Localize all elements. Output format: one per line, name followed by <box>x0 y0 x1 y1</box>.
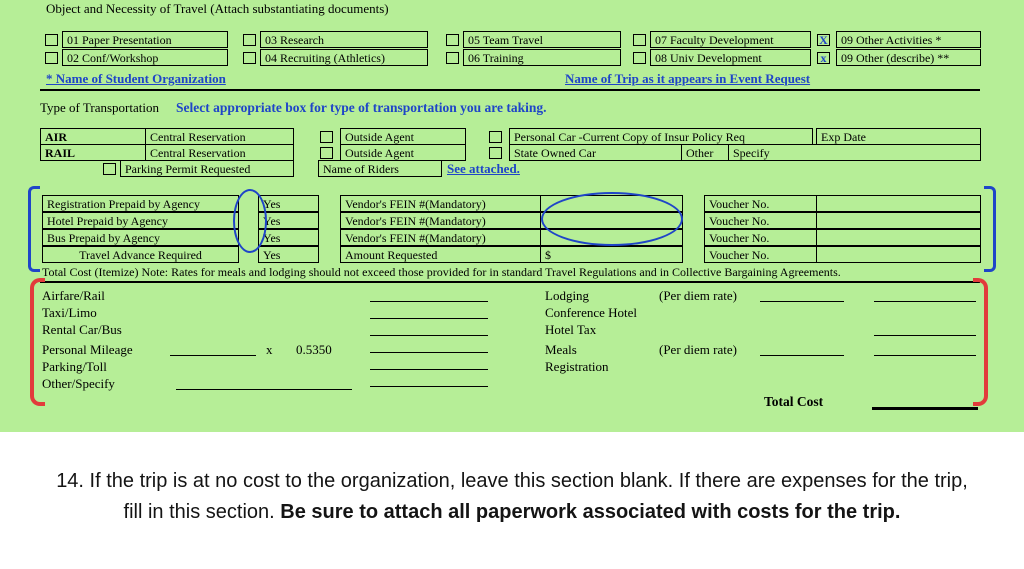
prepaid-yes-registration: Yes <box>258 195 319 212</box>
expense-other-specify: Other/Specify <box>42 376 115 391</box>
cell-personal-car: Personal Car -Current Copy of Insur Policy Req <box>509 128 813 145</box>
prepaid-yes-travel-advance: Yes <box>258 246 319 263</box>
voucher-blank-bus <box>816 229 981 246</box>
total-cost-note: Total Cost (Itemize) Note: Rates for meals and lodging should not exceed those provided for in standard Travel Regulations and in Collective Bargaining Agreements. <box>42 265 841 279</box>
lodging-rate-line <box>760 301 844 302</box>
prepaid-fein-bus: Vendor's FEIN #(Mandatory) <box>340 229 541 246</box>
checkbox-univ-development <box>633 52 646 64</box>
caption-line2 <box>0 497 1024 528</box>
meals-rate-line <box>760 355 844 356</box>
checkbox-team-travel <box>446 34 459 46</box>
lodging-per-diem: (Per diem rate) <box>659 288 737 303</box>
blue-ellipse-fein-blank <box>541 192 683 246</box>
red-bracket-right <box>973 278 988 406</box>
checkbox-faculty-development <box>633 34 646 46</box>
mileage-times: x <box>266 342 273 357</box>
other-specify-blank-line <box>176 389 352 390</box>
cell-rail: RAIL <box>40 144 146 161</box>
voucher-label-hotel: Voucher No. <box>704 212 817 229</box>
cell-specify: Specify <box>728 144 981 161</box>
expense-meals: Meals <box>545 342 577 357</box>
amount-line <box>370 335 488 336</box>
expense-airfare-rail: Airfare/Rail <box>42 288 105 303</box>
voucher-blank-registration <box>816 195 981 212</box>
option-recruiting: 04 Recruiting (Athletics) <box>260 49 428 66</box>
cell-exp-date: Exp Date <box>816 128 981 145</box>
expense-parking-toll: Parking/Toll <box>42 359 107 374</box>
cell-parking-permit: Parking Permit Requested <box>120 160 294 177</box>
lodging-amount-line <box>874 301 976 302</box>
prepaid-label-bus: Bus Prepaid by Agency <box>42 229 239 246</box>
blue-x-mark: X <box>819 33 828 47</box>
prepaid-label-hotel: Hotel Prepaid by Agency <box>42 212 239 229</box>
checkbox-research <box>243 34 256 46</box>
blue-bracket-left <box>28 186 40 272</box>
checkbox-recruiting <box>243 52 256 64</box>
expense-hotel-tax: Hotel Tax <box>545 322 597 337</box>
caption-line1: 14. If the trip is at no cost to the organization, leave this section blank. If there are expenses for the trip, <box>56 470 968 492</box>
expense-personal-mileage: Personal Mileage <box>42 342 133 357</box>
red-bracket-left <box>30 278 45 406</box>
amount-line <box>370 301 488 302</box>
total-cost-line <box>872 407 978 410</box>
prepaid-fein-registration: Vendor's FEIN #(Mandatory) <box>340 195 541 212</box>
expense-registration: Registration <box>545 359 609 374</box>
prepaid-label-registration: Registration Prepaid by Agency <box>42 195 239 212</box>
note-divider <box>40 281 980 283</box>
amount-line <box>370 386 488 387</box>
mileage-blank-line <box>170 355 256 356</box>
cell-state-owned-car: State Owned Car <box>509 144 682 161</box>
meals-amount-line <box>874 355 976 356</box>
cell-outside-agent-air: Outside Agent <box>340 128 466 145</box>
cell-central-reservation-air: Central Reservation <box>145 128 294 145</box>
prepaid-yes-hotel: Yes <box>258 212 319 229</box>
voucher-blank-hotel <box>816 212 981 229</box>
hotel-tax-amount-line <box>874 335 976 336</box>
blue-x-mark: x <box>820 51 827 65</box>
caption-line2-normal: fill in this section. <box>123 501 281 523</box>
expense-conference-hotel: Conference Hotel <box>545 305 638 320</box>
form-header: Object and Necessity of Travel (Attach substantiating documents) <box>46 1 389 16</box>
meals-per-diem: (Per diem rate) <box>659 342 737 357</box>
option-faculty-development: 07 Faculty Development <box>650 31 811 48</box>
option-other-activities: 09 Other Activities * <box>836 31 981 48</box>
total-cost-label: Total Cost <box>764 394 824 409</box>
voucher-label-registration: Voucher No. <box>704 195 817 212</box>
checkbox-personal-car <box>489 131 502 143</box>
cell-other: Other <box>681 144 729 161</box>
expense-taxi-limo: Taxi/Limo <box>42 305 97 320</box>
voucher-label-bus: Voucher No. <box>704 229 817 246</box>
option-team-travel: 05 Team Travel <box>463 31 621 48</box>
checkbox-training <box>446 52 459 64</box>
checkbox-other-activities <box>817 34 830 46</box>
amount-line <box>370 318 488 319</box>
amount-line <box>370 352 488 353</box>
option-research: 03 Research <box>260 31 428 48</box>
checkbox-paper-presentation <box>45 34 58 46</box>
student-org-annotation: * Name of Student Organization <box>46 71 226 86</box>
option-other-describe: 09 Other (describe) ** <box>836 49 981 66</box>
checkbox-conf-workshop <box>45 52 58 64</box>
prepaid-label-travel-advance: Travel Advance Required <box>42 246 239 263</box>
checkbox-parking-permit <box>103 163 116 175</box>
voucher-label-travel-advance: Voucher No. <box>704 246 817 263</box>
amount-requested-blank: $ <box>540 246 683 263</box>
see-attached-annotation: See attached. <box>447 161 520 176</box>
expense-lodging: Lodging <box>545 288 590 303</box>
caption-line2-bold: Be sure to attach all paperwork associated with costs for the trip. <box>280 501 901 523</box>
mileage-rate: 0.5350 <box>296 342 332 357</box>
blue-ellipse-yes-column <box>233 189 267 253</box>
slide-caption <box>0 466 1024 528</box>
option-paper-presentation: 01 Paper Presentation <box>62 31 228 48</box>
cell-name-of-riders: Name of Riders <box>318 160 442 177</box>
cell-central-reservation-rail: Central Reservation <box>145 144 294 161</box>
amount-line <box>370 369 488 370</box>
checkbox-state-owned-car <box>489 147 502 159</box>
section-divider <box>40 89 980 91</box>
prepaid-yes-bus: Yes <box>258 229 319 246</box>
option-univ-development: 08 Univ Development <box>650 49 811 66</box>
prepaid-fein-hotel: Vendor's FEIN #(Mandatory) <box>340 212 541 229</box>
amount-requested-label: Amount Requested <box>340 246 541 263</box>
cell-air: AIR <box>40 128 146 145</box>
expense-rental-car-bus: Rental Car/Bus <box>42 322 122 337</box>
checkbox-outside-agent-air <box>320 131 333 143</box>
checkbox-outside-agent-rail <box>320 147 333 159</box>
cell-outside-agent-rail: Outside Agent <box>340 144 466 161</box>
checkbox-other-describe <box>817 52 830 64</box>
blue-bracket-right <box>984 186 996 272</box>
transport-hint-annotation: Select appropriate box for type of transportation you are taking. <box>176 100 547 115</box>
option-training: 06 Training <box>463 49 621 66</box>
voucher-blank-travel-advance <box>816 246 981 263</box>
option-conf-workshop: 02 Conf/Workshop <box>62 49 228 66</box>
trip-name-annotation: Name of Trip as it appears in Event Request <box>565 71 811 86</box>
transport-section-label: Type of Transportation <box>40 100 159 115</box>
